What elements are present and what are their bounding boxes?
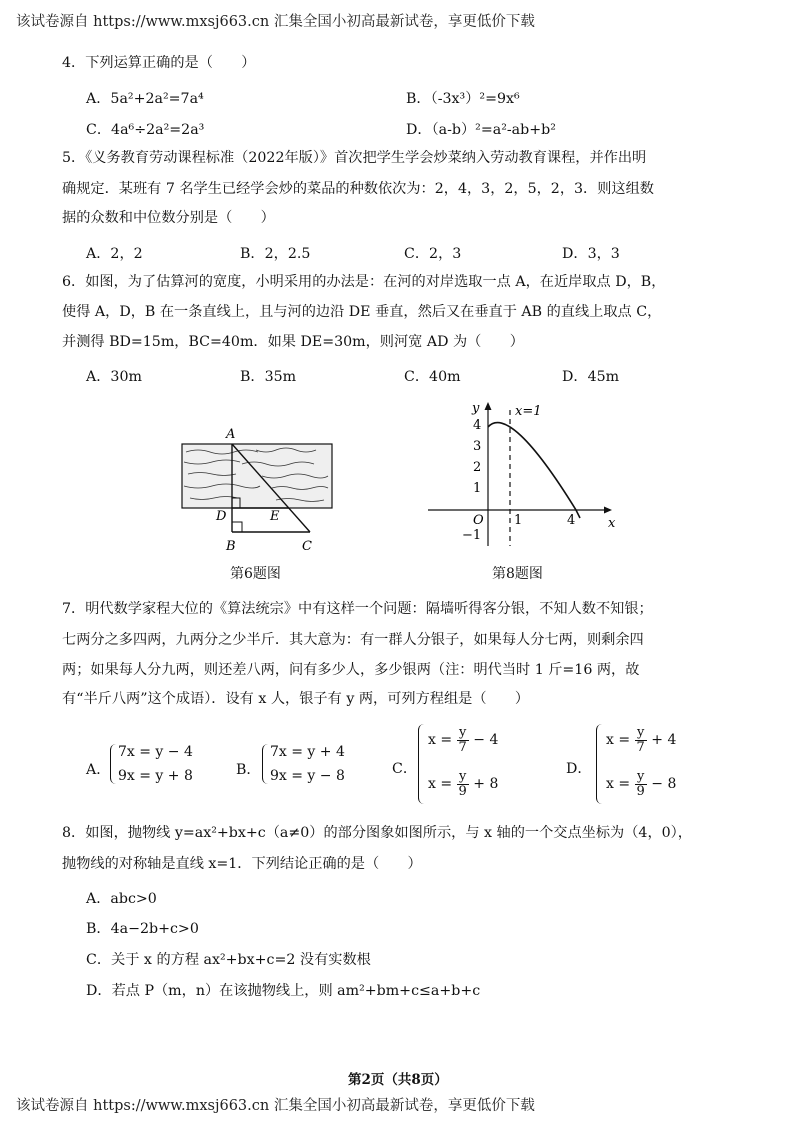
parabola-curve [488,423,580,518]
q7-c-eq1-denominator: 7 [458,739,467,755]
q8-option-d: D．若点 P（m，n）在该抛物线上，则 am²+bm+c≤a+b+c [86,983,481,999]
q7-d-eq1-numerator: y [635,726,647,741]
q8-option-b: B．4a−2b+c>0 [86,921,199,937]
y-tick-3: 3 [473,439,482,454]
q8-line-2: 抛物线的对称轴是直线 x=1．下列结论正确的是（ ） [62,856,422,872]
q7-option-a-label: A． [86,762,111,778]
y-tick-1: 1 [473,481,482,496]
figure-6-caption: 第6题图 [230,566,281,582]
q8-option-c: C．关于 x 的方程 ax²+bx+c=2 没有实数根 [86,952,371,968]
right-angle-mark-b [232,522,242,532]
q7-b-eq-1: 7x = y + 4 [270,744,345,760]
q7-b-brace [262,744,269,784]
q7-c-eq-1: x = $\frac{y}{7}$ − 4 [428,725,499,755]
q6-option-d: D．45m [562,369,620,385]
q8-line-1: 8．如图，抛物线 y=ax²+bx+c（a≠0）的部分图象如图所示，与 x 轴的一个交点坐标为（4，0）， [62,825,692,841]
q7-c-eq2-numerator: y [457,770,469,785]
figure-8-caption: 第8题图 [492,566,543,582]
header-source-line: 该试卷源自 https://www.mxsj663.cn 汇集全国小初高最新试卷，享更低价下载 [16,14,535,30]
y-axis-arrow [485,402,492,410]
q7-line-3: 两；如果每人分九两，则还差八两，问有多少人，多少银两（注：明代当时 1 斤=16 两，故 [62,662,640,678]
q4-option-b: B．（-3x³）²=9x⁶ [406,91,520,107]
q6-line-2: 使得 A，D，B 在一条直线上，且与河的边沿 DE 垂直，然后又在垂直于 AB 的直线上取点 C， [62,304,662,320]
q7-c-eq1-numerator: y [457,726,469,741]
q7-option-d-label: D． [566,761,592,777]
q4-option-c: C．4a⁶÷2a²=2a³ [86,122,205,138]
label-x: x [608,516,616,531]
q5-option-b: B．2，2.5 [240,246,311,262]
figure-6-river-diagram [176,420,336,565]
q6-option-b: B．35m [240,369,297,385]
q5-line-3: 据的众数和中位数分别是（ ） [62,210,275,226]
q7-line-2: 七两分之多四两，九两分之少半斤．其大意为：有一群人分银子，如果每人分七两，则剩余四 [62,632,644,648]
page-number: 第2页（共8页） [348,1072,448,1088]
q7-d-eq2-denominator: 9 [636,783,645,799]
q6-line-3: 并测得 BD=15m，BC=40m．如果 DE=30m，则河宽 AD 为（ ） [62,334,524,350]
q7-d-eq2-numerator: y [635,770,647,785]
q7-a-eq-1: 7x = y − 4 [118,744,193,760]
label-a: A [226,427,236,442]
q7-d-eq-2: x = $\frac{y}{9}$ − 8 [606,769,677,799]
label-b: B [226,539,236,554]
y-tick-minus-1: −1 [462,528,482,543]
x-tick-4: 4 [567,513,576,528]
q6-line-1: 6．如图，为了估算河的宽度，小明采用的办法是：在河的对岸选取一点 A，在近岸取点 D，B， [62,274,666,290]
q7-b-eq-2: 9x = y − 8 [270,768,345,784]
q4-option-d: D．（a-b）²=a²-ab+b² [406,122,556,138]
q7-a-eq-2: 9x = y + 8 [118,768,193,784]
q7-option-b-label: B． [236,762,261,778]
label-axis-of-symmetry: x=1 [515,404,542,419]
x-axis-arrow [604,507,612,514]
label-c: C [302,539,312,554]
label-y: y [472,401,480,416]
q7-c-eq2-denominator: 9 [458,783,467,799]
q7-c-brace [418,724,425,804]
y-tick-4: 4 [473,418,482,433]
q5-line-2: 确规定．某班有 7 名学生已经学会炒的菜品的种数依次为：2，4，3，2，5，2，3．则这组数 [62,181,654,197]
figure-8-parabola-graph [420,396,620,556]
q6-option-c: C．40m [404,369,461,385]
q7-option-c-label: C． [392,761,418,777]
q7-a-brace [110,744,117,784]
label-e: E [270,509,280,524]
footer-source-line: 该试卷源自 https://www.mxsj663.cn 汇集全国小初高最新试卷，享更低价下载 [16,1098,535,1114]
y-tick-2: 2 [473,460,482,475]
q7-line-4: 有“半斤八两”这个成语）．设有 x 人，银子有 y 两，可列方程组是（ ） [62,691,530,707]
q4-stem: 4．下列运算正确的是（ ） [62,55,256,71]
q4-option-a: A．5a²+2a²=7a⁴ [86,91,204,107]
q7-c-eq-2: x = $\frac{y}{9}$ + 8 [428,769,499,799]
x-tick-1: 1 [514,513,523,528]
q7-d-eq-1: x = $\frac{y}{7}$ + 4 [606,725,677,755]
label-d: D [216,509,227,524]
q7-line-1: 7．明代数学家程大位的《算法统宗》中有这样一个问题：隔墙听得客分银，不知人数不知银； [62,601,653,617]
label-origin: O [473,513,484,528]
q5-option-c: C．2，3 [404,246,462,262]
q6-option-a: A．30m [86,369,142,385]
q5-option-a: A．2，2 [86,246,143,262]
q7-d-eq1-denominator: 7 [636,739,645,755]
q5-option-d: D．3，3 [562,246,620,262]
q5-line-1: 5．《义务教育劳动课程标准（2022年版）》首次把学生学会炒菜纳入劳动教育课程，并作出明 [62,150,647,166]
q8-option-a: A．abc>0 [86,891,157,907]
q7-d-brace [596,724,603,804]
